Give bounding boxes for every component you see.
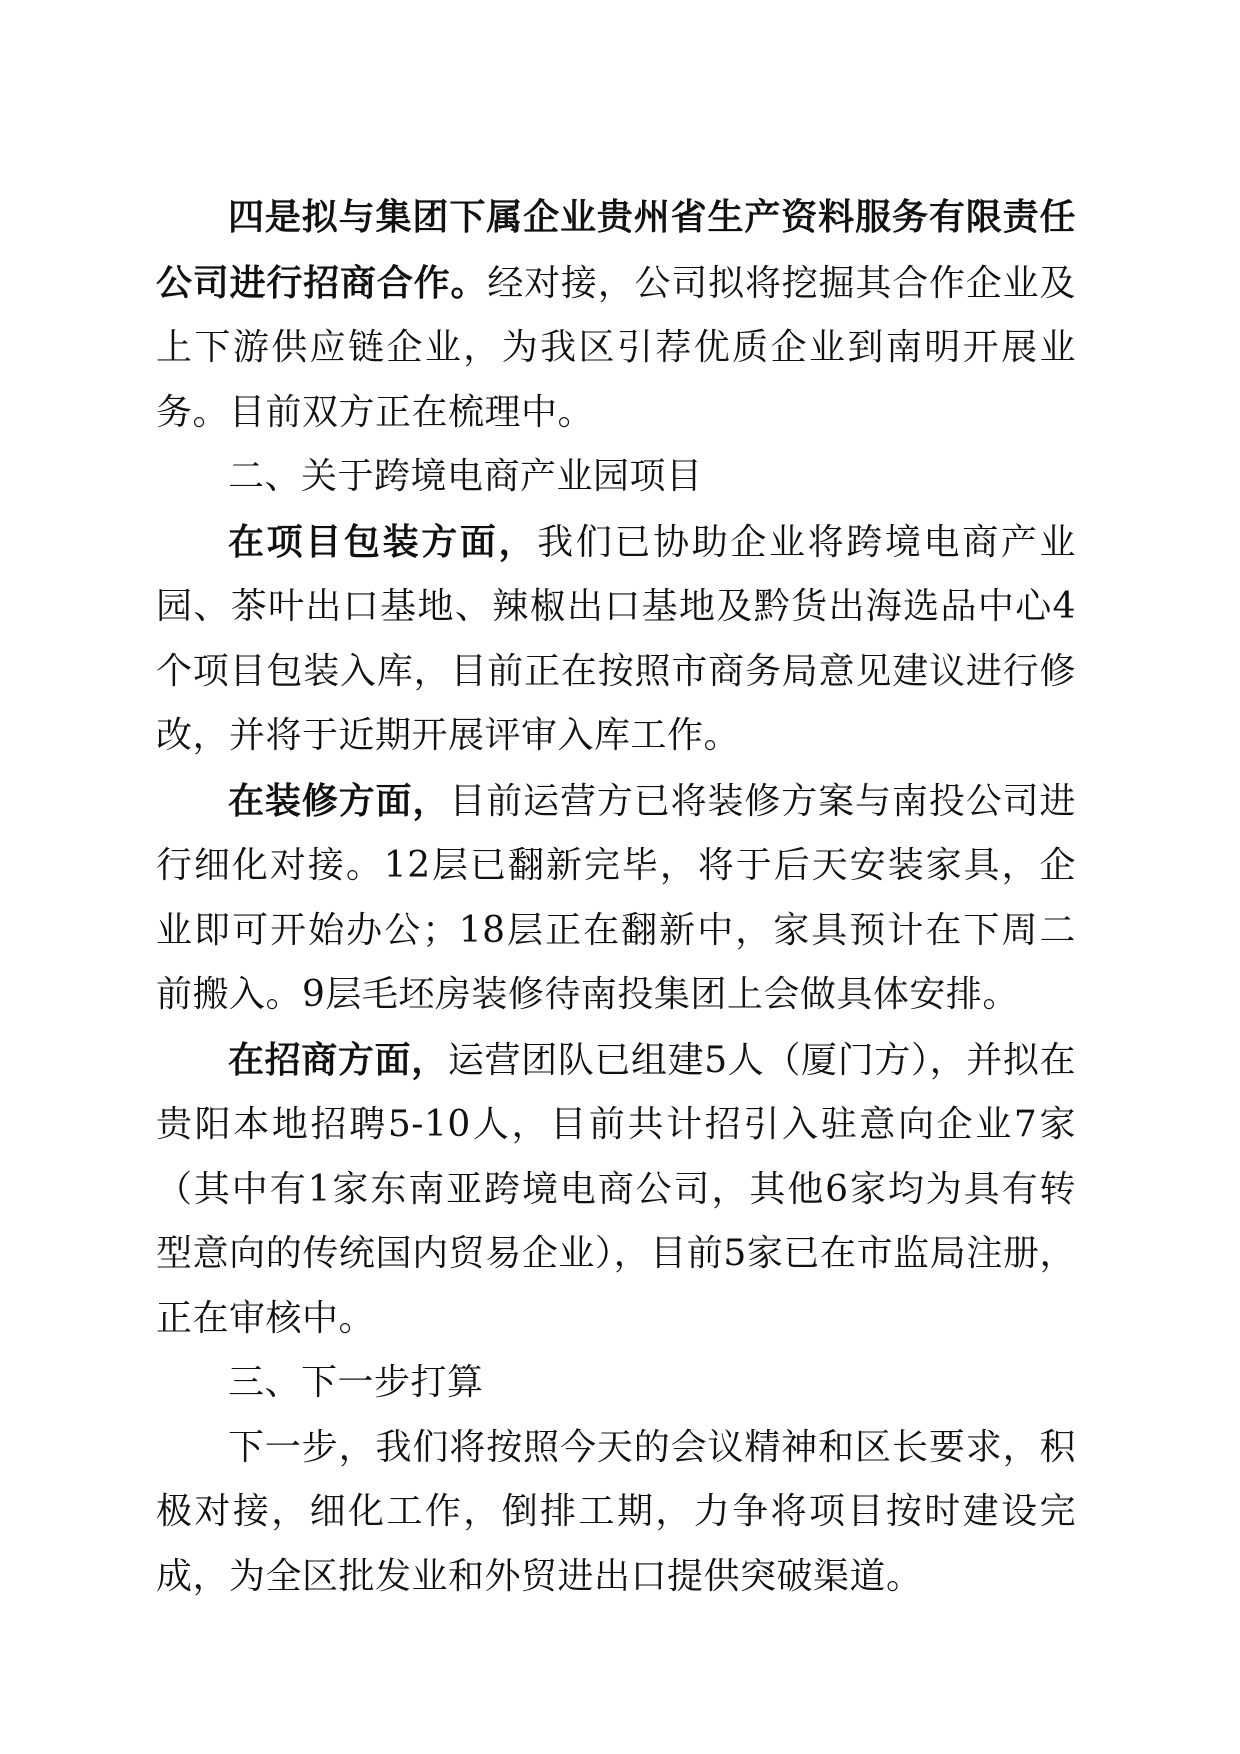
paragraph-lead-bold: 在招商方面， xyxy=(228,1038,448,1081)
paragraph-body: 下一步，我们将按照今天的会议精神和区长要求，积极对接，细化工作，倒排工期，力争将项目按时建设完成，为全区批发业和外贸进出口提供突破渠道。 xyxy=(156,1426,1076,1597)
paragraph-body: 目前运营方已将装修方案与南投公司进行细化对接。12层已翻新完毕，将于后天安装家具，企业即可开始办公；18层正在翻新中，家具预计在下周二前搬入。9层毛坯房装修待南投集团上会做具体安排。 xyxy=(156,780,1076,1015)
section-heading-3: 三、下一步打算 xyxy=(228,1362,484,1403)
paragraph-renovation xyxy=(156,769,1076,1028)
paragraph-packaging xyxy=(156,510,1076,769)
section-heading-2: 二、关于跨境电商产业园项目 xyxy=(228,456,703,497)
paragraph-body: 经对接，公司拟将挖掘其合作企业及上下游供应链企业，为我区引荐优质企业到南明开展业务。目前双方正在梳理中。 xyxy=(156,262,1076,433)
paragraph-investment xyxy=(156,1028,1076,1352)
paragraph-body: 我们已协助企业将跨境电商产业园、茶叶出口基地、辣椒出口基地及黔货出海选品中心4个项目包装入库，目前正在按照市商务局意见建议进行修改，并将于近期开展评审入库工作。 xyxy=(156,521,1076,756)
paragraph-lead-bold: 在装修方面， xyxy=(228,779,450,822)
paragraph-lead-bold: 四是拟与集团下属企业贵州省生产资料服务有限责任公司进行招商合作。 xyxy=(156,196,1076,304)
paragraph-body: 运营团队已组建5人（厦门方），并拟在贵阳本地招聘5-10人，目前共计招引入驻意向企业7家（其中有1家东南亚跨境电商公司，其他6家均为具有转型意向的传统国内贸易企业），目前5家已在市监局注册，正在审核中。 xyxy=(156,1039,1076,1339)
document-page xyxy=(156,185,1076,1609)
paragraph-next-steps xyxy=(156,1416,1076,1610)
paragraph-lead-bold: 在项目包装方面， xyxy=(228,520,538,563)
paragraph-cooperation xyxy=(156,185,1076,445)
